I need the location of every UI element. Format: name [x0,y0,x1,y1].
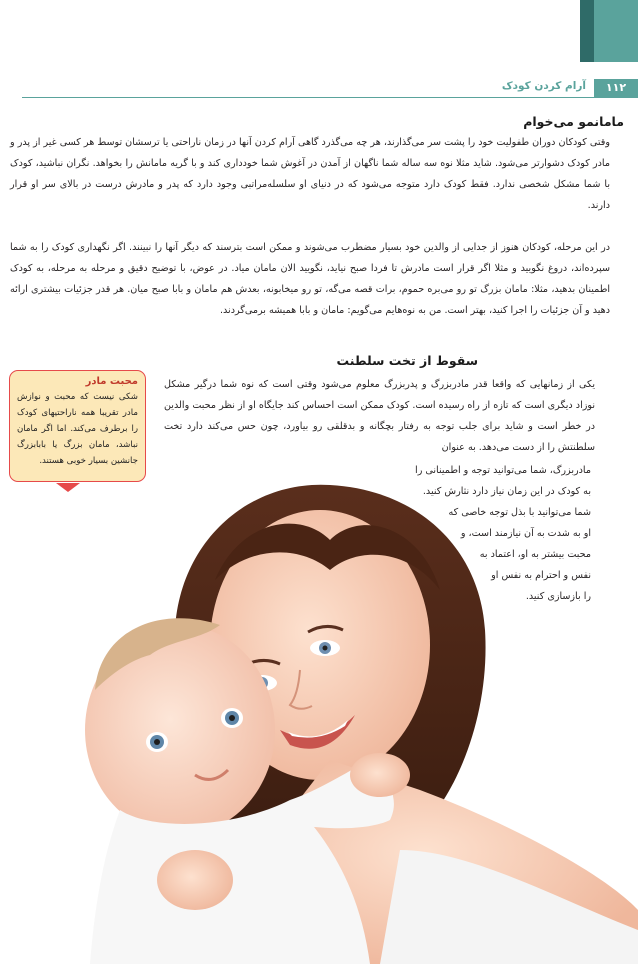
paragraph-2: در این مرحله، کودکان هنوز از جدایی از والدین خود بسیار مضطرب می‌شوند و ممکن است بترسند که دیگر آنها را نبینند. اگر نگهداری کودک را به شما سپرده‌اند، دروغ نگویید و مثلا اگر قرار است مادرش تا فردا صبح نیاید، نگویید الان مامان میاد. در عوض، با توضیح دقیق و مرحله به مرحله، به کودک اطمینان بدهید، مثلا: مامان بزرگ تو رو می‌بره حموم، برات قصه می‌گه، تو رو میخابونه، بعدش هم مامان و بابا صبح میان. هر قدر جزئیات بیشتری ارائه دهید و آن جزئیات را اجرا کنید، بهتر است. من به نوه‌هایم می‌گویم: مامان و بابا همیشه برمی‌گردند. [10,242,610,316]
sidebar-text: شکی نیست که محبت و نوازش مادر تقریبا همه ناراحتیهای کودک را برطرف می‌کند. اما اگر مامان نباشد، مامان بزرگ یا بابابزرگ جانشین بسیار خوبی هستند. [17,392,138,466]
paragraph-4-line: محبت بیشتر به او، اعتماد به [479,549,591,560]
paragraph-1: وقتی کودکان دوران طفولیت خود را پشت سر می‌گذارند، هر چه می‌گذرد گاهی آرام کردن آنها در زمان ناراحتی یا ترسشان توسط هر کسی غیر از پدر و مادر کودک دشوارتر می‌شود. شاید مثلا نوه سه ساله شما ناگهان از آمدن در آغوش شما خودداری کند و با گریه مامانش را بخواهد. نگران نباشید، کودک با شما مشکل شخصی ندارد. فقط کودک دارد متوجه می‌شود که در دنیای او سلسله‌مراتبی وجود دارد که پدر و مادرش درست در بالای سر او قرار دارند. [10,137,610,211]
sidebar-pointer [56,483,80,492]
paragraph-4-line: او به شدت به آن نیازمند است، و [460,528,591,539]
page-number: ۱۱۲ [594,79,638,97]
section-title-1: مامانمو می‌خوام [523,114,624,129]
sidebar-callout [9,370,146,482]
section-title-2: سقوط از تخت سلطنت [336,353,478,368]
paragraph-4-line: را بازسازی کنید. [525,591,591,602]
paragraph-4-line: نفس و احترام به نفس او [491,570,591,581]
paragraph-3: یکی از زمانهایی که واقعا قدر مادربزرگ و پدربزرگ معلوم می‌شود وقتی است که نوه شما درگیر مشکل نوزاد دیگری است که تازه از راه رسیده است. کودک ممکن است احساس کند جایگاه او از نظر محبت والدین در خطر است و شاید برای جلب توجه به رفتار بچگانه و بدقلقی رو بیاورد، چون حس می‌کند دارد تخت سلطنتش را از دست می‌دهد. به عنوان [164,379,595,453]
header-tab [594,0,638,62]
paragraph-4-line: به کودک در این زمان نیاز دارد نثارش کنید. [422,486,591,497]
paragraph-4 [291,460,591,607]
running-title: آرام کردن کودک [501,80,586,92]
paragraph-4-line: شما می‌توانید با بذل توجه خاصی که [448,507,591,518]
sidebar-title: محبت مادر [85,376,138,387]
paragraph-4-line: مادربزرگ، شما می‌توانید توجه و اطمینانی را [415,465,591,476]
header-tab-dark [580,0,594,62]
header-rule [22,97,638,98]
